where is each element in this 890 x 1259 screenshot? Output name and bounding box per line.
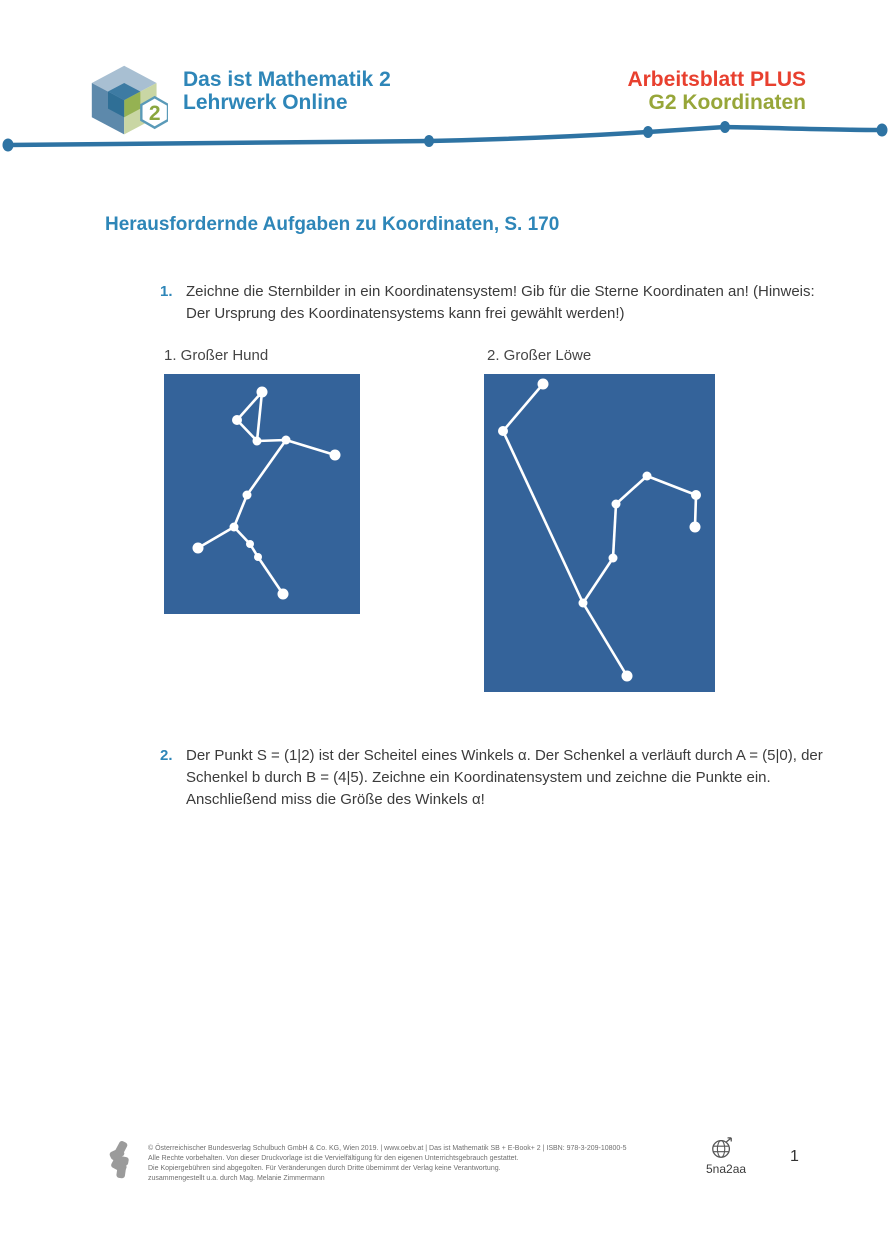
- star-dot: [232, 415, 242, 425]
- constellation-leo-figure: [484, 374, 715, 692]
- task-1: [160, 281, 832, 325]
- star-dot: [253, 437, 262, 446]
- star-dot: [612, 500, 621, 509]
- oebv-asterisk-logo: [102, 1139, 140, 1181]
- series-title: Das ist Mathematik 2: [183, 68, 391, 91]
- star-dot: [690, 522, 701, 533]
- star-dot: [643, 472, 652, 481]
- star-dot: [691, 490, 701, 500]
- imprint-line: © Österreichischer Bundesverlag Schulbuch GmbH & Co. KG, Wien 2019. | www.oebv.at | Das ist Mathematik SB + E-Book+ 2 | ISBN: 978-3-209-10800-5: [148, 1145, 627, 1152]
- task-1-text: Zeichne die Sternbilder in ein Koordinatensystem! Gib für die Sterne Koordinaten an! (Hinweis: Der Ursprung des Koordinatensystems kann frei gewählt werden!): [186, 283, 815, 322]
- imprint-line: Die Kopiergebühren sind abgegolten. Für Veränderungen durch Dritte übernimmt der Verlag keine Verantwortung.: [148, 1165, 501, 1172]
- star-dot: [609, 554, 618, 563]
- constellation-2-caption: 2. Großer Löwe: [487, 347, 592, 364]
- star-dot: [538, 379, 549, 390]
- worksheet-topic-label: G2 Koordinaten: [648, 91, 806, 114]
- star-dot: [498, 426, 508, 436]
- globe-link-icon[interactable]: [710, 1136, 734, 1160]
- online-code: 5na2aa: [706, 1162, 747, 1176]
- imprint-line: zusammengestellt u.a. durch Mag. Melanie Zimmermann: [148, 1175, 325, 1182]
- task-2-number: 2.: [160, 747, 173, 764]
- star-dot: [579, 599, 588, 608]
- task-2: [160, 745, 832, 811]
- star-dot: [243, 491, 252, 500]
- page-title: Herausfordernde Aufgaben zu Koordinaten, S. 170: [105, 214, 560, 235]
- constellation-1-caption: 1. Großer Hund: [164, 347, 269, 364]
- star-dot: [622, 671, 633, 682]
- star-dot: [282, 436, 291, 445]
- series-subtitle: Lehrwerk Online: [183, 91, 348, 114]
- star-dot: [278, 589, 289, 600]
- star-dot: [330, 450, 341, 461]
- star-dot: [230, 523, 239, 532]
- task-1-number: 1.: [160, 283, 173, 300]
- star-dot: [193, 543, 204, 554]
- header-title-block: [183, 68, 391, 114]
- worksheet-type-label: Arbeitsblatt PLUS: [627, 68, 806, 91]
- constellation-canis-major-figure: [164, 374, 360, 614]
- star-dot: [254, 553, 262, 561]
- decorative-wave-line: [0, 118, 890, 160]
- logo-number: 2: [148, 102, 161, 126]
- page-number: 1: [790, 1148, 799, 1165]
- footer-imprint: [148, 1144, 688, 1184]
- imprint-line: Alle Rechte vorbehalten. Von dieser Druckvorlage ist die Vervielfältigung für den eigenen Unterrichtsgebrauch gestattet.: [148, 1155, 519, 1162]
- star-dot: [246, 540, 254, 548]
- star-dot: [257, 387, 268, 398]
- online-code-block: [706, 1136, 776, 1176]
- worksheet-badge: [627, 68, 806, 114]
- task-2-text: Der Punkt S = (1|2) ist der Scheitel eines Winkels α. Der Schenkel a verläuft durch A = (5|0), der Schenkel b durch B = (4|5). Zeichne ein Koordinatensystem und zeichne die Punkte ein. Anschließend miss die Größe des Winkels α!: [186, 747, 823, 808]
